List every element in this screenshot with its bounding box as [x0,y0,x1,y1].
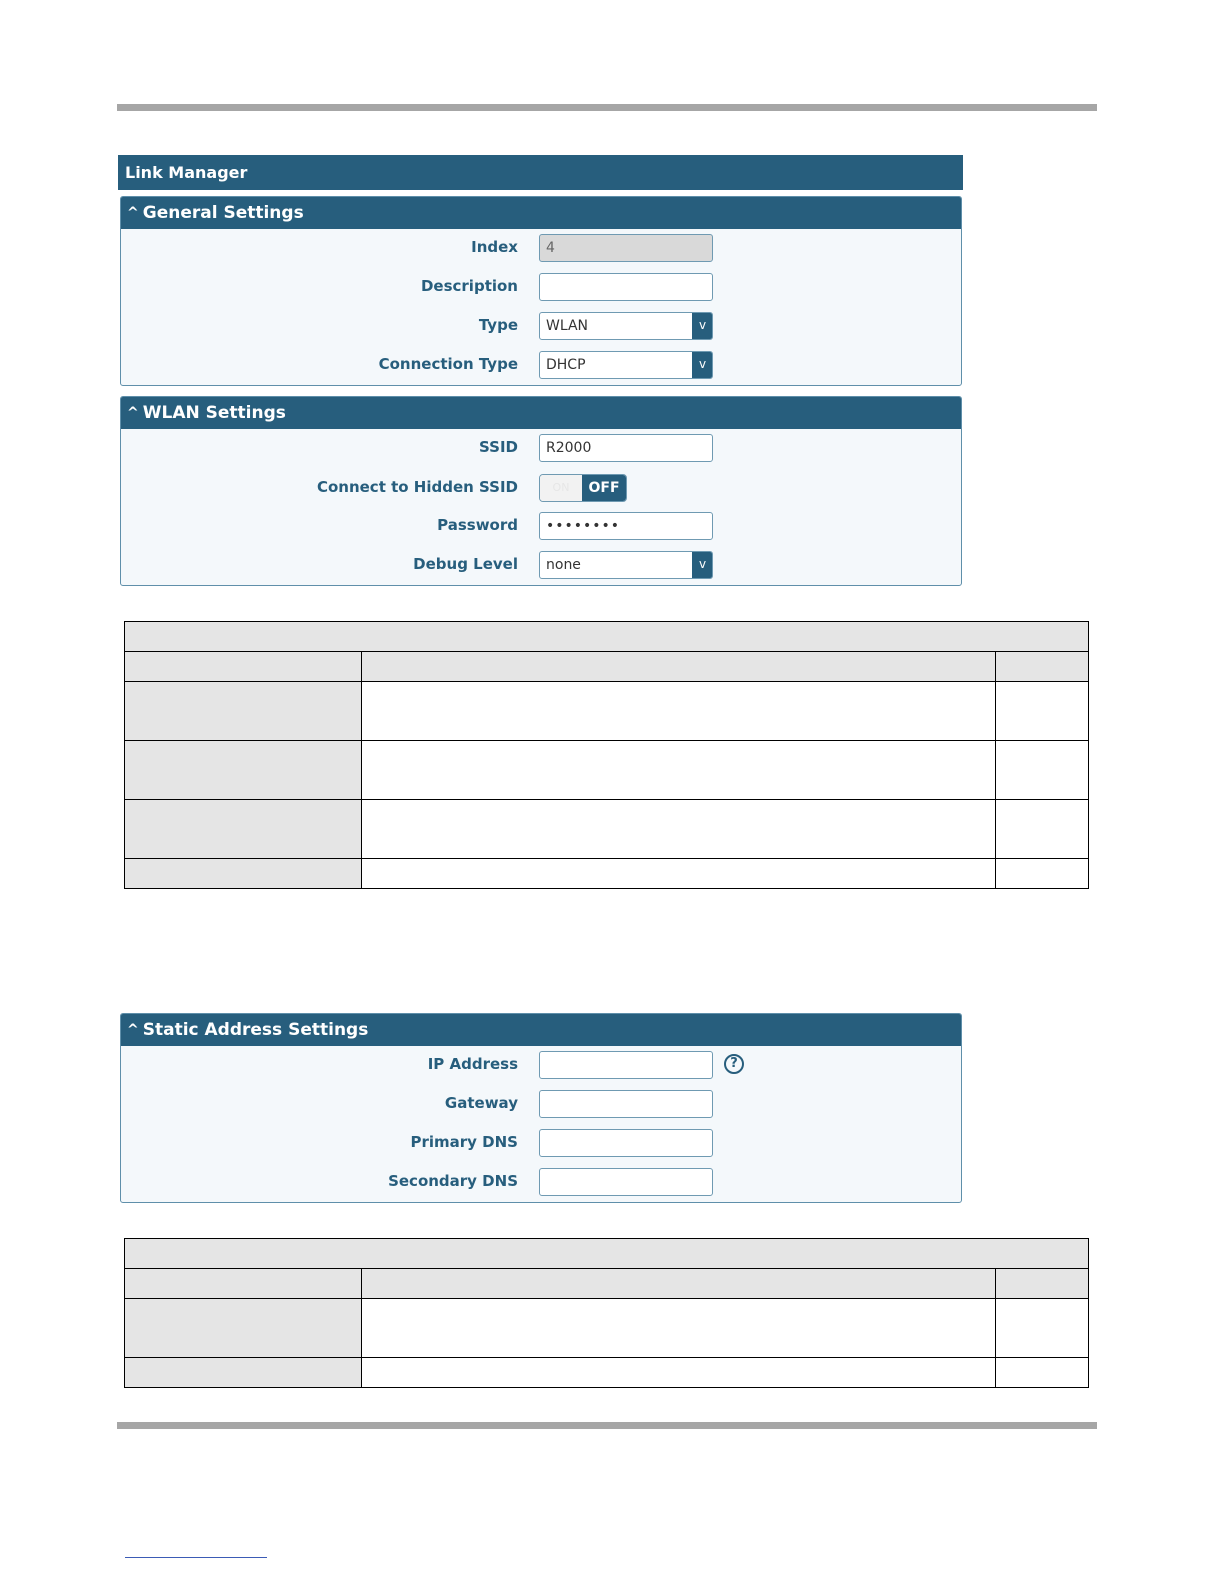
ip-address-row [121,1050,961,1078]
connection-type-label: Connection Type [378,355,518,373]
gateway-input[interactable] [539,1090,713,1118]
connection-type-select[interactable] [539,351,713,379]
table-row [125,1358,1089,1388]
chevron-down-icon[interactable]: v [692,312,713,340]
general-settings-title: General Settings [142,203,304,223]
table-row [125,741,1089,800]
password-input[interactable]: •••••••• [539,512,713,540]
static-address-settings-header[interactable] [121,1014,961,1046]
connection-type-row [121,350,961,378]
top-rule [117,104,1097,111]
chevron-up-icon: ^ [127,405,139,421]
primary-dns-row [121,1128,961,1156]
page-title: Link Manager [118,155,963,190]
ssid-row [121,433,961,461]
general-settings-header[interactable] [121,197,961,229]
gateway-row [121,1089,961,1117]
table-row [125,1299,1089,1358]
chevron-up-icon: ^ [127,205,139,221]
index-field: 4 [539,234,713,262]
table-row [125,800,1089,859]
general-settings-panel [120,196,962,386]
gateway-label: Gateway [444,1094,518,1112]
debug-level-select[interactable] [539,551,713,579]
wlan-settings-header[interactable] [121,397,961,429]
hidden-ssid-row [121,473,961,501]
primary-dns-label: Primary DNS [410,1133,518,1151]
type-value: WLAN [546,318,589,334]
help-icon[interactable]: ? [724,1054,744,1074]
settings-table-1 [124,621,1089,889]
secondary-dns-label: Secondary DNS [388,1172,518,1190]
table-row [125,859,1089,889]
chevron-up-icon: ^ [127,1022,139,1038]
static-address-settings-panel [120,1013,962,1203]
description-row [121,272,961,300]
password-label: Password [437,516,518,534]
secondary-dns-input[interactable] [539,1168,713,1196]
table-header-row [125,1269,1089,1299]
type-select[interactable] [539,312,713,340]
type-row [121,311,961,339]
connection-type-value: DHCP [546,357,586,373]
wlan-settings-panel [120,396,962,586]
index-label: Index [471,238,518,256]
index-row [121,233,961,261]
description-input[interactable] [539,273,713,301]
toggle-on-label: ON [540,475,582,501]
type-label: Type [478,316,518,334]
table-title-row [125,1239,1089,1269]
debug-level-value: none [546,557,581,573]
table-title-row [125,622,1089,652]
debug-level-label: Debug Level [413,555,518,573]
ssid-input[interactable]: R2000 [539,434,713,462]
settings-table-2 [124,1238,1089,1388]
hidden-ssid-toggle[interactable] [539,474,627,502]
footer-link-line [125,1557,267,1558]
hidden-ssid-label: Connect to Hidden SSID [316,478,518,496]
password-row [121,511,961,539]
debug-level-row [121,550,961,578]
static-address-settings-title: Static Address Settings [142,1020,369,1040]
ip-address-label: IP Address [427,1055,518,1073]
primary-dns-input[interactable] [539,1129,713,1157]
description-label: Description [420,277,518,295]
ssid-label: SSID [479,438,518,456]
chevron-down-icon[interactable]: v [692,351,713,379]
bottom-rule [117,1422,1097,1429]
toggle-off-label: OFF [582,475,626,501]
table-header-row [125,652,1089,682]
secondary-dns-row [121,1167,961,1195]
ip-address-input[interactable] [539,1051,713,1079]
wlan-settings-title: WLAN Settings [142,403,286,423]
chevron-down-icon[interactable]: v [692,551,713,579]
table-row [125,682,1089,741]
